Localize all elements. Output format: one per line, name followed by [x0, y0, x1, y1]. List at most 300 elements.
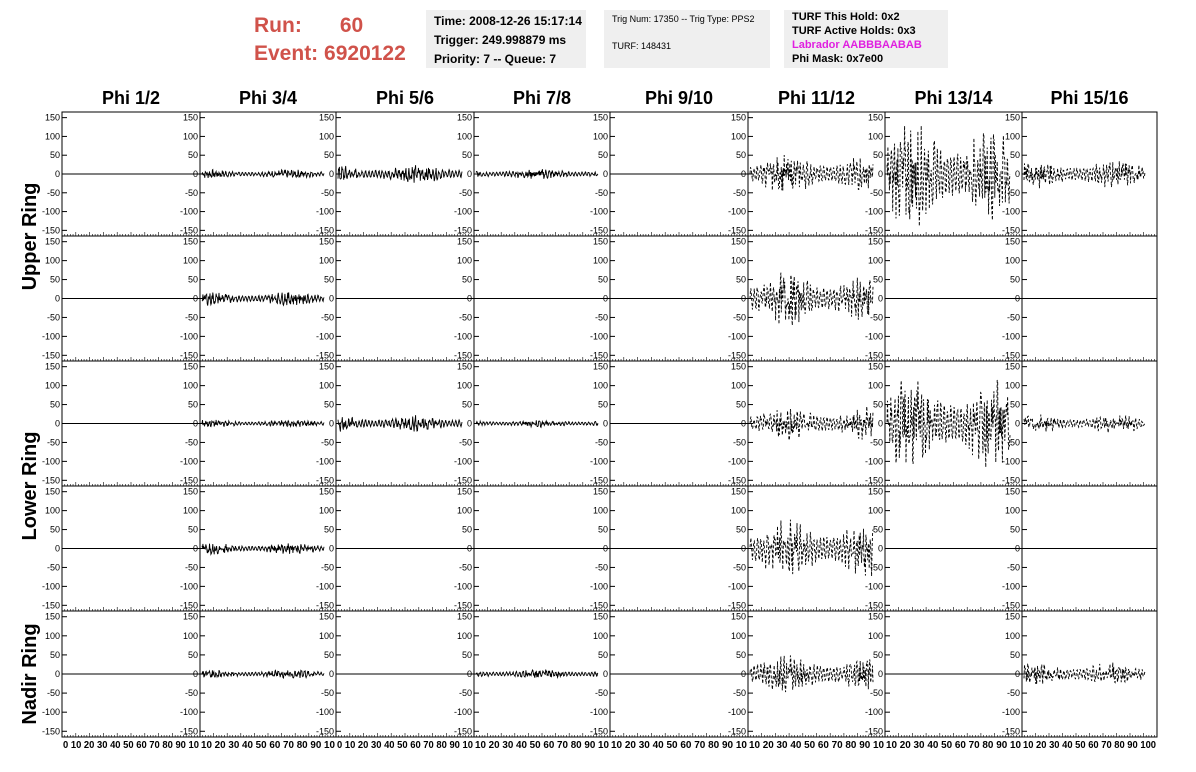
y-tick-label: 0 — [466, 543, 472, 554]
y-tick-label: -50 — [458, 562, 472, 573]
y-tick-label: 50 — [187, 274, 198, 285]
waveform-trace — [476, 420, 598, 427]
y-tick-label: 50 — [735, 524, 746, 535]
y-tick-label: -100 — [453, 331, 472, 342]
y-tick-label: 100 — [318, 380, 334, 391]
y-tick-label: 50 — [735, 150, 746, 161]
y-tick-label: 0 — [877, 543, 883, 554]
ring-label: Upper Ring — [19, 182, 41, 291]
y-tick-label: 100 — [44, 630, 60, 641]
y-tick-label: 150 — [592, 486, 608, 497]
y-tick-label: 100 — [456, 131, 472, 142]
y-tick-label: -150 — [727, 350, 746, 361]
y-tick-label: 100 — [730, 630, 746, 641]
y-tick-label: 50 — [597, 399, 608, 410]
waveform-trace — [750, 273, 873, 326]
y-tick-label: -50 — [732, 187, 746, 198]
y-tick-label: 50 — [597, 150, 608, 161]
waveform-trace — [750, 655, 873, 692]
y-tick-label: 50 — [461, 649, 472, 660]
time-line: Time: 2008-12-26 15:17:14 — [434, 14, 582, 28]
y-tick-label: 50 — [461, 274, 472, 285]
y-tick-label: -100 — [727, 581, 746, 592]
waveform-trace — [202, 292, 324, 305]
y-tick-label: 50 — [323, 274, 334, 285]
waveform-trace — [202, 670, 324, 678]
y-tick-label: -150 — [864, 225, 883, 236]
y-tick-label: -50 — [1006, 187, 1020, 198]
y-tick-label: -50 — [46, 562, 60, 573]
column-title: Phi 1/2 — [101, 88, 161, 108]
y-tick-label: -50 — [46, 312, 60, 323]
y-tick-label: -150 — [1001, 475, 1020, 486]
y-tick-label: 100 — [730, 505, 746, 516]
y-tick-label: -50 — [594, 187, 608, 198]
trigger-line: Trigger: 249.998879 ms — [434, 33, 567, 47]
y-tick-label: 100 — [730, 255, 746, 266]
y-tick-label: -150 — [41, 726, 60, 737]
y-tick-label: -50 — [869, 312, 883, 323]
x-axis-label: 10 20 30 40 50 60 70 80 90 10 — [749, 739, 885, 751]
waveform-trace — [476, 670, 598, 678]
y-tick-label: -150 — [453, 726, 472, 737]
event-label: Event: — [254, 42, 319, 65]
y-tick-label: 100 — [1004, 131, 1020, 142]
y-tick-label: 50 — [323, 150, 334, 161]
y-tick-label: -100 — [589, 581, 608, 592]
y-tick-label: -150 — [41, 475, 60, 486]
y-tick-label: 0 — [877, 418, 883, 429]
y-tick-label: 100 — [867, 630, 883, 641]
y-tick-label: 0 — [740, 669, 746, 679]
y-tick-label: 150 — [1004, 486, 1020, 497]
y-tick-label: 150 — [456, 236, 472, 247]
y-tick-label: 0 — [740, 169, 746, 179]
y-tick-label: -50 — [869, 437, 883, 448]
y-tick-label: 150 — [456, 486, 472, 497]
y-tick-label: 150 — [182, 112, 198, 123]
y-tick-label: 100 — [1004, 380, 1020, 391]
y-tick-label: 100 — [44, 505, 60, 516]
y-tick-label: 150 — [182, 236, 198, 247]
y-tick-label: 50 — [872, 150, 883, 161]
y-tick-label: -50 — [594, 312, 608, 323]
y-tick-label: 0 — [192, 293, 198, 304]
y-tick-label: 100 — [456, 630, 472, 641]
y-tick-label: -50 — [320, 187, 334, 198]
y-tick-label: 0 — [740, 418, 746, 429]
y-tick-label: -100 — [589, 331, 608, 342]
y-tick-label: -150 — [41, 600, 60, 611]
ring-label: Nadir Ring — [19, 623, 41, 725]
y-tick-label: 100 — [456, 255, 472, 266]
y-tick-label: -50 — [184, 688, 198, 699]
y-tick-label: -50 — [869, 562, 883, 573]
y-tick-label: 0 — [54, 669, 60, 679]
y-tick-label: 0 — [1014, 293, 1020, 304]
y-tick-label: -50 — [732, 312, 746, 323]
y-tick-label: -150 — [864, 475, 883, 486]
y-tick-label: -100 — [1001, 331, 1020, 342]
y-tick-label: -100 — [179, 206, 198, 217]
y-tick-label: -50 — [320, 312, 334, 323]
y-tick-label: -100 — [864, 581, 883, 592]
y-tick-label: -150 — [315, 726, 334, 737]
y-tick-label: -50 — [732, 562, 746, 573]
y-tick-label: 150 — [592, 112, 608, 123]
y-tick-label: -100 — [41, 581, 60, 592]
y-tick-label: 150 — [867, 486, 883, 497]
y-tick-label: 50 — [49, 274, 60, 285]
y-tick-label: -100 — [179, 707, 198, 718]
y-tick-label: -50 — [458, 437, 472, 448]
y-tick-label: 50 — [1009, 649, 1020, 660]
y-tick-label: -150 — [315, 475, 334, 486]
y-tick-label: -100 — [864, 707, 883, 718]
y-tick-label: -50 — [184, 312, 198, 323]
y-tick-label: 150 — [592, 361, 608, 372]
y-tick-label: -100 — [1001, 456, 1020, 467]
y-tick-label: 100 — [44, 131, 60, 142]
y-tick-label: -50 — [458, 312, 472, 323]
y-tick-label: -100 — [727, 456, 746, 467]
y-tick-label: 0 — [328, 293, 334, 304]
y-tick-label: -150 — [1001, 225, 1020, 236]
y-tick-label: -100 — [453, 707, 472, 718]
x-axis-label: 10 20 30 40 50 60 70 80 90 10 — [475, 739, 610, 751]
y-tick-label: 100 — [1004, 505, 1020, 516]
y-tick-label: 150 — [44, 486, 60, 497]
y-tick-label: 50 — [323, 399, 334, 410]
y-tick-label: 0 — [877, 669, 883, 679]
y-tick-label: 50 — [597, 274, 608, 285]
y-tick-label: 0 — [877, 293, 883, 304]
y-tick-label: 150 — [318, 486, 334, 497]
y-tick-label: 150 — [318, 236, 334, 247]
y-tick-label: -100 — [589, 456, 608, 467]
y-tick-label: 150 — [456, 112, 472, 123]
y-tick-label: 100 — [867, 255, 883, 266]
y-tick-label: -150 — [41, 225, 60, 236]
y-tick-label: -150 — [453, 600, 472, 611]
turf-line: TURF: 148431 — [612, 41, 672, 51]
y-tick-label: 100 — [318, 505, 334, 516]
waveform-trace — [202, 420, 324, 427]
y-tick-label: 100 — [592, 630, 608, 641]
y-tick-label: -150 — [727, 726, 746, 737]
y-tick-label: 150 — [730, 361, 746, 372]
y-tick-label: 50 — [49, 150, 60, 161]
y-tick-label: -100 — [315, 331, 334, 342]
turf-hold-line: TURF This Hold: 0x2 — [792, 11, 900, 23]
y-tick-label: -100 — [179, 581, 198, 592]
waveform-trace — [338, 415, 462, 431]
y-tick-label: 150 — [318, 361, 334, 372]
y-tick-label: 150 — [318, 112, 334, 123]
y-tick-label: -100 — [589, 206, 608, 217]
y-tick-label: -100 — [315, 581, 334, 592]
y-tick-label: 0 — [54, 293, 60, 304]
y-tick-label: 150 — [1004, 611, 1020, 622]
y-tick-label: 100 — [182, 380, 198, 391]
y-tick-label: -150 — [589, 726, 608, 737]
y-tick-label: -150 — [864, 350, 883, 361]
y-tick-label: -150 — [179, 350, 198, 361]
y-tick-label: -150 — [727, 600, 746, 611]
x-axis-label: 0 10 20 30 40 50 60 70 80 90 10 — [337, 739, 474, 751]
y-tick-label: -150 — [1001, 600, 1020, 611]
y-tick-label: -100 — [453, 206, 472, 217]
y-tick-label: 100 — [182, 131, 198, 142]
y-tick-label: -100 — [179, 456, 198, 467]
y-tick-label: 0 — [602, 543, 608, 554]
y-tick-label: -150 — [589, 475, 608, 486]
y-tick-label: 150 — [867, 361, 883, 372]
y-tick-label: 50 — [872, 649, 883, 660]
y-tick-label: -150 — [589, 350, 608, 361]
y-tick-label: -50 — [1006, 688, 1020, 699]
y-tick-label: 0 — [602, 169, 608, 179]
y-tick-label: 100 — [456, 505, 472, 516]
waveform-trace — [750, 406, 873, 440]
y-tick-label: -100 — [1001, 581, 1020, 592]
y-tick-label: 100 — [867, 131, 883, 142]
y-tick-label: -50 — [320, 437, 334, 448]
y-tick-label: 100 — [592, 380, 608, 391]
y-tick-label: 150 — [182, 486, 198, 497]
ring-label: Lower Ring — [19, 431, 41, 541]
y-tick-label: -100 — [41, 331, 60, 342]
y-tick-label: -150 — [179, 475, 198, 486]
y-tick-label: 100 — [182, 505, 198, 516]
run-label: Run: — [254, 14, 302, 37]
y-tick-label: 150 — [592, 611, 608, 622]
y-tick-label: 150 — [730, 611, 746, 622]
y-tick-label: 0 — [466, 418, 472, 429]
y-tick-label: -50 — [869, 688, 883, 699]
y-tick-label: -50 — [46, 437, 60, 448]
y-tick-label: 50 — [1009, 399, 1020, 410]
y-tick-label: 50 — [187, 150, 198, 161]
y-tick-label: -50 — [1006, 437, 1020, 448]
priority-line: Priority: 7 -- Queue: 7 — [434, 52, 557, 66]
y-tick-label: -50 — [732, 688, 746, 699]
waveform-trace — [476, 169, 598, 179]
labrador-line: Labrador AABBBAABAB — [792, 39, 922, 51]
y-tick-label: 150 — [456, 611, 472, 622]
y-tick-label: 50 — [461, 399, 472, 410]
y-tick-label: 50 — [49, 649, 60, 660]
y-tick-label: 0 — [192, 543, 198, 554]
y-tick-label: 100 — [592, 255, 608, 266]
y-tick-label: 0 — [740, 293, 746, 304]
column-title: Phi 9/10 — [644, 88, 714, 108]
y-tick-label: -50 — [594, 688, 608, 699]
y-tick-label: -50 — [46, 187, 60, 198]
y-tick-label: 0 — [602, 418, 608, 429]
y-tick-label: 150 — [867, 236, 883, 247]
y-tick-label: -100 — [453, 456, 472, 467]
y-tick-label: -150 — [1001, 350, 1020, 361]
y-tick-label: -50 — [46, 688, 60, 699]
y-tick-label: -150 — [179, 600, 198, 611]
y-tick-label: -100 — [727, 707, 746, 718]
column-title: Phi 11/12 — [777, 88, 856, 108]
y-tick-label: -150 — [727, 225, 746, 236]
y-tick-label: 150 — [867, 611, 883, 622]
waveform-trace — [1024, 161, 1145, 188]
y-tick-label: -100 — [589, 707, 608, 718]
waveform-trace — [750, 520, 873, 577]
y-tick-label: 0 — [328, 169, 334, 179]
y-tick-label: 50 — [1009, 524, 1020, 535]
y-tick-label: -150 — [315, 600, 334, 611]
y-tick-label: -100 — [315, 206, 334, 217]
y-tick-label: -100 — [1001, 707, 1020, 718]
y-tick-label: -50 — [1006, 562, 1020, 573]
y-tick-label: 0 — [328, 418, 334, 429]
y-tick-label: -100 — [727, 206, 746, 217]
y-tick-label: 100 — [318, 131, 334, 142]
y-tick-label: 0 — [740, 543, 746, 554]
y-tick-label: -150 — [727, 475, 746, 486]
y-tick-label: 150 — [730, 236, 746, 247]
y-tick-label: 0 — [466, 669, 472, 679]
event-value: 6920122 — [324, 42, 406, 65]
y-tick-label: -100 — [864, 206, 883, 217]
y-tick-label: 0 — [1014, 169, 1020, 179]
y-tick-label: 150 — [1004, 361, 1020, 372]
y-tick-label: -50 — [594, 562, 608, 573]
y-tick-label: -50 — [458, 688, 472, 699]
y-tick-label: -100 — [315, 456, 334, 467]
y-tick-label: 50 — [187, 524, 198, 535]
waveform-trace — [1024, 662, 1145, 684]
y-tick-label: -100 — [41, 206, 60, 217]
y-tick-label: -50 — [320, 688, 334, 699]
run-value: 60 — [339, 14, 364, 37]
y-tick-label: 0 — [54, 169, 60, 179]
y-tick-label: -150 — [453, 350, 472, 361]
y-tick-label: 50 — [597, 524, 608, 535]
y-tick-label: -150 — [453, 475, 472, 486]
waveform-trace — [887, 380, 1010, 467]
y-tick-label: -50 — [458, 187, 472, 198]
y-tick-label: 0 — [466, 293, 472, 304]
y-tick-label: 150 — [1004, 112, 1020, 123]
y-tick-label: 0 — [192, 169, 198, 179]
y-tick-label: -100 — [179, 331, 198, 342]
y-tick-label: 50 — [872, 274, 883, 285]
y-tick-label: 0 — [1014, 669, 1020, 679]
x-axis-label: 10 20 30 40 50 60 70 80 90 10 — [886, 739, 1022, 751]
phi-mask-line: Phi Mask: 0x7e00 — [792, 53, 884, 65]
y-tick-label: 100 — [182, 255, 198, 266]
y-tick-label: -100 — [41, 456, 60, 467]
y-tick-label: 0 — [192, 418, 198, 429]
y-tick-label: 50 — [187, 399, 198, 410]
y-tick-label: -100 — [864, 331, 883, 342]
column-title: Phi 13/14 — [914, 88, 993, 108]
waveform-trace — [202, 543, 324, 554]
y-tick-label: 50 — [49, 524, 60, 535]
y-tick-label: 100 — [867, 380, 883, 391]
y-tick-label: -50 — [869, 187, 883, 198]
x-axis-label: 10 20 30 40 50 60 70 80 90 10 — [611, 739, 748, 751]
y-tick-label: -150 — [179, 726, 198, 737]
y-tick-label: 150 — [44, 112, 60, 123]
y-tick-label: -100 — [1001, 206, 1020, 217]
column-title: Phi 3/4 — [238, 88, 298, 108]
y-tick-label: 150 — [44, 361, 60, 372]
x-axis-label: 0 10 20 30 40 50 60 70 80 90 10 — [63, 739, 200, 751]
y-tick-label: 100 — [44, 380, 60, 391]
y-tick-label: -150 — [179, 225, 198, 236]
y-tick-label: 100 — [867, 505, 883, 516]
y-tick-label: 150 — [1004, 236, 1020, 247]
column-title: Phi 7/8 — [512, 88, 572, 108]
y-tick-label: 0 — [54, 543, 60, 554]
waveform-trace — [750, 155, 873, 191]
waveform-trace — [1024, 415, 1145, 433]
y-tick-label: 50 — [323, 649, 334, 660]
y-tick-label: 100 — [182, 630, 198, 641]
y-tick-label: -150 — [315, 350, 334, 361]
turf-active-line: TURF Active Holds: 0x3 — [792, 25, 916, 37]
y-tick-label: -50 — [594, 437, 608, 448]
y-tick-label: 0 — [602, 669, 608, 679]
y-tick-label: -50 — [184, 187, 198, 198]
y-tick-label: 150 — [182, 361, 198, 372]
y-tick-label: 100 — [730, 380, 746, 391]
y-tick-label: -50 — [732, 437, 746, 448]
y-tick-label: -50 — [1006, 312, 1020, 323]
y-tick-label: -100 — [453, 581, 472, 592]
y-tick-label: 150 — [182, 611, 198, 622]
y-tick-label: 50 — [461, 524, 472, 535]
y-tick-label: 0 — [877, 169, 883, 179]
column-title: Phi 5/6 — [375, 88, 435, 108]
y-tick-label: 50 — [735, 649, 746, 660]
y-tick-label: 50 — [872, 524, 883, 535]
y-tick-label: 150 — [44, 236, 60, 247]
y-tick-label: 50 — [1009, 150, 1020, 161]
y-tick-label: 0 — [1014, 543, 1020, 554]
y-tick-label: 0 — [192, 669, 198, 679]
y-tick-label: 150 — [730, 486, 746, 497]
waveform-trace — [887, 126, 1010, 227]
y-tick-label: -150 — [1001, 726, 1020, 737]
y-tick-label: -50 — [320, 562, 334, 573]
y-tick-label: 100 — [44, 255, 60, 266]
y-tick-label: 150 — [730, 112, 746, 123]
y-tick-label: 50 — [187, 649, 198, 660]
y-tick-label: -150 — [864, 600, 883, 611]
y-tick-label: 100 — [456, 380, 472, 391]
y-tick-label: 150 — [867, 112, 883, 123]
y-tick-label: 100 — [1004, 255, 1020, 266]
y-tick-label: 150 — [318, 611, 334, 622]
x-axis-label: 10 20 30 40 50 60 70 80 90 100 — [1023, 739, 1157, 751]
y-tick-label: 0 — [54, 418, 60, 429]
y-tick-label: 0 — [1014, 418, 1020, 429]
y-tick-label: 50 — [1009, 274, 1020, 285]
x-axis-label: 10 20 30 40 50 60 70 80 90 10 — [201, 739, 336, 751]
y-tick-label: -150 — [589, 225, 608, 236]
y-tick-label: -150 — [864, 726, 883, 737]
y-tick-label: 150 — [456, 361, 472, 372]
y-tick-label: 50 — [872, 399, 883, 410]
